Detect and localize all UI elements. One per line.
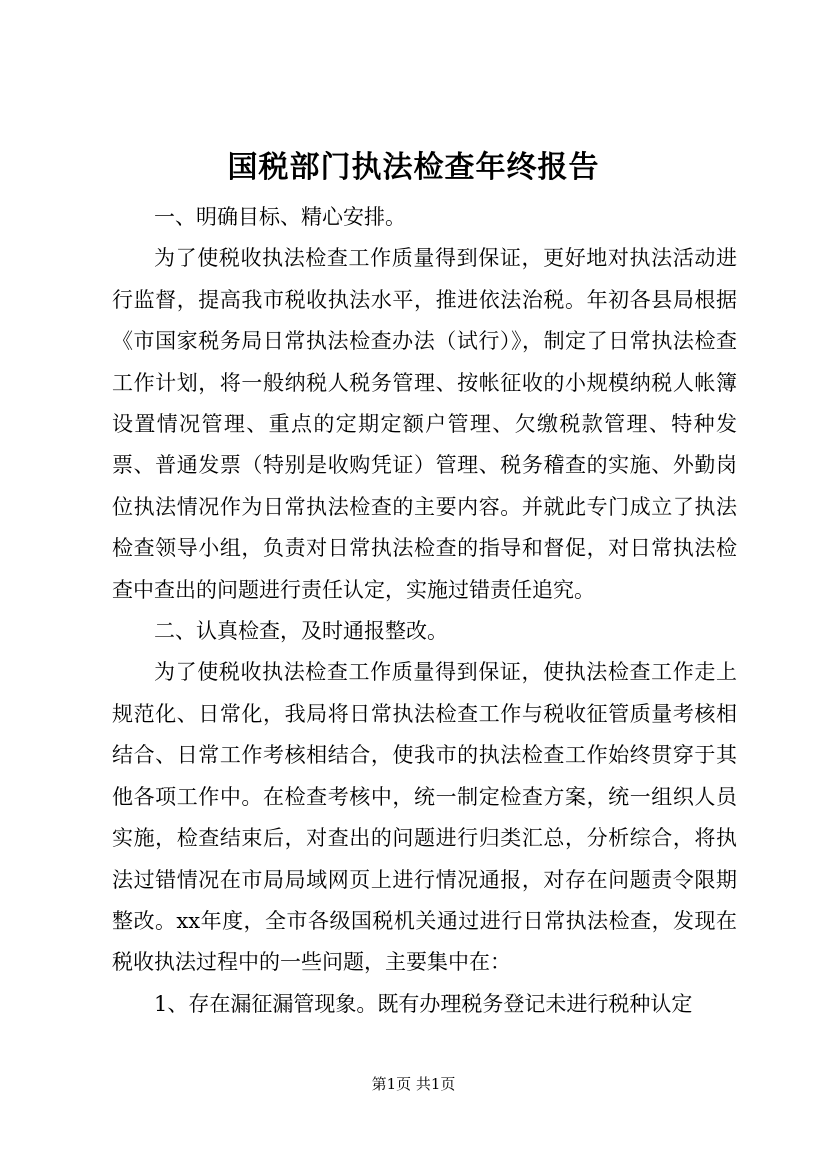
paragraph-1: 为了使税收执法检查工作质量得到保证，更好地对执法活动进行监督，提高我市税收执法水平，推进依法治税。年初各县局根据《市国家税务局日常执法检查办法（试行）》，制定了日常执法检查工作计划，将一般纳税人税务管理、按帐征收的小规模纳税人帐簿设置情况管理、重点的定期定额户管理、欠缴税款管理、特种发票、普通发票（特别是收购凭证）管理、税务稽查的实施、外勤岗位执法情况作为日常执法检查的主要内容。并就此专门成立了执法检查领导小组，负责对日常执法检查的指导和督促，对日常执法检查中查出的问题进行责任认定，实施过错责任追究。 (112, 246, 737, 602)
document-body (112, 197, 737, 1025)
section-heading-1: 一、明确目标、精心安排。 (154, 205, 406, 229)
page-footer: 第1页 共1页 (371, 1075, 456, 1093)
document-title: 国税部门执法检查年终报告 (227, 150, 600, 185)
paragraph-3: 1、存在漏征漏管现象。既有办理税务登记未进行税种认定 (154, 991, 693, 1016)
paragraph-2: 为了使税收执法检查工作质量得到保证，使执法检查工作走上规范化、日常化，我局将日常执法检查工作与税收征管质量考核相结合、日常工作考核相结合，使我市的执法检查工作始终贯穿于其他各项工作中。在检查考核中，统一制定检查方案，统一组织人员实施，检查结束后，对查出的问题进行归类汇总，分析综合，将执法过错情况在市局局域网页上进行情况通报，对存在问题责令限期整改。xx年度，全市各级国税机关通过进行日常执法检查，发现在税收执法过程中的一些问题，主要集中在： (112, 660, 737, 975)
section-heading-2: 二、认真检查，及时通报整改。 (154, 619, 448, 644)
